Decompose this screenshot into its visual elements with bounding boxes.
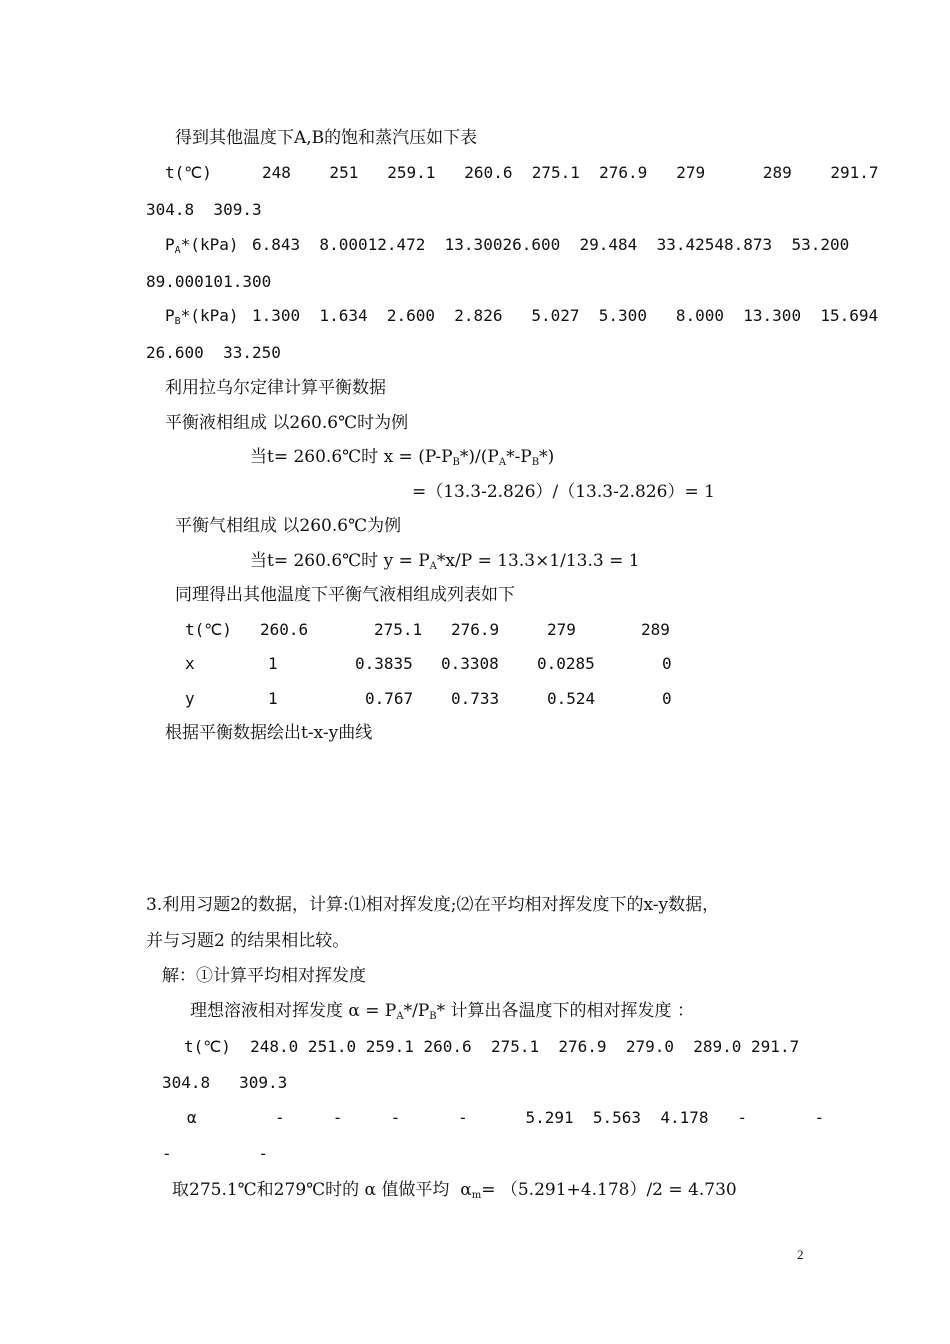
x-value-cell: 1 xyxy=(268,654,278,673)
x-value-cell: 0.3835 xyxy=(355,654,413,673)
alpha-row-1: - - - - 5.291 5.563 4.178 - - xyxy=(275,1108,825,1127)
liquid-title: 平衡液相组成 以260.6℃时为例 xyxy=(165,413,409,433)
table-intro: 同理得出其他温度下平衡气液相组成列表如下 xyxy=(175,585,515,605)
pb-row-2: 26.600 33.250 xyxy=(146,343,281,362)
pa-label: $P_A*(kPa)$ xyxy=(165,235,239,256)
page-number: 2 xyxy=(797,1247,804,1262)
y-value-cell: 1 xyxy=(268,689,278,708)
alpha-t-row-1: t(℃) 248.0 251.0 259.1 260.6 275.1 276.9 279.0 289.0 291.7 xyxy=(184,1037,800,1056)
table-header-cell: 289 xyxy=(641,620,670,639)
solution-heading: 解：①计算平均相对挥发度 xyxy=(162,966,366,986)
t-row-2: 304.8 309.3 xyxy=(146,200,262,219)
alpha-definition: 理想溶液相对挥发度 $\alpha = P_A*/P_B*$ 计算出各温度下的相对挥发度 ： xyxy=(190,1001,694,1022)
y-value-cell: 0.524 xyxy=(547,689,596,708)
alpha-row-2: - - xyxy=(162,1144,268,1163)
y-value-cell: 0.767 xyxy=(365,689,414,708)
problem-3-line-1: 3.利用习题2的数据，计算:⑴相对挥发度;⑵在平均相对挥发度下的x-y数据， xyxy=(146,895,720,915)
average-alpha: 取275.1℃和279℃时的 α 值做平均 $\alpha_m= (5.291+4.178)/2 = 4.730$ xyxy=(172,1180,737,1201)
curve-text: 根据平衡数据绘出t-x-y曲线 xyxy=(165,723,373,743)
liquid-equation-2: =（13.3-2.826）/（13.3-2.826）= 1 xyxy=(412,482,715,502)
alpha-label: α xyxy=(187,1108,197,1127)
x-value-cell: 0.0285 xyxy=(537,654,595,673)
table-header-cell: 276.9 xyxy=(451,620,500,639)
y-value-cell: 0.733 xyxy=(451,689,500,708)
table-header-cell: 275.1 xyxy=(374,620,423,639)
raoult-heading: 利用拉乌尔定律计算平衡数据 xyxy=(165,378,386,398)
pa-row-1: 6.843 8.00012.472 13.30026.600 29.484 33.42548.873 53.200 xyxy=(252,235,850,254)
intro-text: 得到其他温度下A,B的饱和蒸汽压如下表 xyxy=(175,128,478,148)
pa-row-2: 89.000101.300 xyxy=(146,272,272,291)
t-row-1: 248 251 259.1 260.6 275.1 276.9 279 289 291.7 xyxy=(262,163,879,182)
y-value-cell: 0 xyxy=(662,689,672,708)
pb-label: $P_B*(kPa)$ xyxy=(165,306,239,327)
x-value-cell: 0 xyxy=(662,654,672,673)
x-value-cell: 0.3308 xyxy=(441,654,499,673)
t-label: t(℃) xyxy=(165,163,212,182)
table-header-cell: 260.6 xyxy=(260,620,309,639)
problem-3-line-2: 并与习题2 的结果相比较。 xyxy=(146,931,350,951)
table-header-cell: 279 xyxy=(547,620,576,639)
pb-row-1: 1.300 1.634 2.600 2.826 5.027 5.300 8.000 13.300 15.694 xyxy=(252,306,879,325)
y-row-label: y xyxy=(185,689,195,708)
table-header-cell: t(℃) xyxy=(185,620,232,639)
alpha-t-row-2: 304.8 309.3 xyxy=(162,1073,288,1092)
liquid-equation-1: 当t= 260.6℃时 $x = (P-P_B*)/(P_A*-P_B*)$ xyxy=(250,447,555,468)
vapor-equation: 当t= 260.6℃时 $y = P_A*x/P = 13.3\times 1/13.3 = 1$ xyxy=(250,551,640,572)
x-row-label: x xyxy=(185,654,195,673)
vapor-title: 平衡气相组成 以260.6℃为例 xyxy=(175,516,402,536)
